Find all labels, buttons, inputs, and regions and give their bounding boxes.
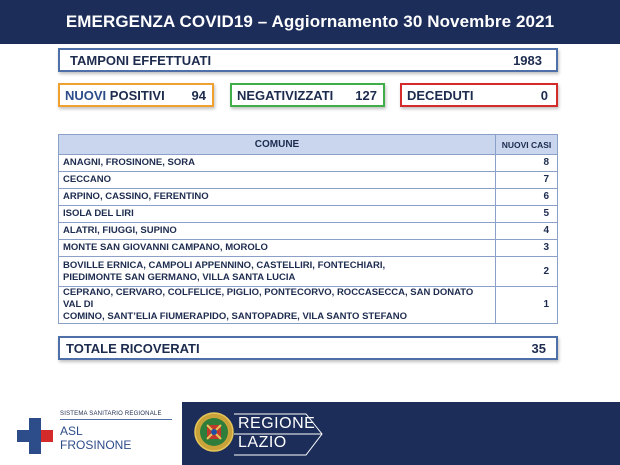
deceduti-value: 0 <box>540 87 548 103</box>
ricoverati-value: 35 <box>531 340 546 356</box>
positivi-value: 94 <box>191 87 206 103</box>
cases-table <box>58 134 558 324</box>
table-row <box>59 240 558 257</box>
cases-cell: 3 <box>496 240 558 257</box>
table-row <box>59 189 558 206</box>
comune-cell: ISOLA DEL LIRI <box>59 206 496 223</box>
medical-cross-icon <box>17 418 53 454</box>
regione-lazio-emblem-icon <box>194 412 234 452</box>
asl-frosinone-label: FROSINONE <box>60 438 132 452</box>
ricoverati-label: TOTALE RICOVERATI <box>66 340 200 356</box>
cases-cell: 1 <box>496 287 558 324</box>
tamponi-value: 1983 <box>513 52 542 68</box>
comune-cell <box>59 287 496 324</box>
cases-cell: 8 <box>496 155 558 172</box>
asl-logo <box>0 402 182 465</box>
comune-line: BOVILLE ERNICA, CAMPOLI APPENNINO, CASTELLIRI, FONTECHIARI, <box>63 259 386 271</box>
cases-cell: 7 <box>496 172 558 189</box>
ricoverati-box <box>58 336 558 360</box>
cases-cell: 5 <box>496 206 558 223</box>
lazio-label: LAZIO <box>238 434 287 451</box>
tamponi-box <box>58 48 558 72</box>
positivi-label-rest: POSITIVI <box>106 87 165 103</box>
table-row <box>59 172 558 189</box>
comune-line: CEPRANO, CERVARO, COLFELICE, PIGLIO, PONTECORVO, ROCCASECCA, SAN DONATO VAL DI <box>63 287 474 310</box>
positivi-box <box>58 83 214 107</box>
comune-cell: ANAGNI, FROSINONE, SORA <box>59 155 496 172</box>
cases-header: NUOVI CASI <box>496 135 558 155</box>
table-header-row <box>59 135 558 155</box>
table-row <box>59 223 558 240</box>
regione-lazio-banner <box>182 402 620 465</box>
negativizzati-label: NEGATIVIZZATI <box>237 87 334 103</box>
comune-cell: ALATRI, FIUGGI, SUPINO <box>59 223 496 240</box>
table-row <box>59 287 558 324</box>
comune-cell: MONTE SAN GIOVANNI CAMPANO, MOROLO <box>59 240 496 257</box>
negativizzati-value: 127 <box>355 87 377 103</box>
page-header <box>0 0 620 44</box>
comune-cell: CECCANO <box>59 172 496 189</box>
cases-cell: 4 <box>496 223 558 240</box>
positivi-label-strong: NUOVI <box>65 87 107 103</box>
regione-label: REGIONE <box>238 415 316 432</box>
table-row <box>59 206 558 223</box>
comune-cell <box>59 257 496 287</box>
ssr-label: SISTEMA SANITARIO REGIONALE <box>60 411 162 417</box>
asl-label: ASL <box>60 424 83 438</box>
table-row <box>59 257 558 287</box>
divider <box>60 419 172 420</box>
comune-header: COMUNE <box>59 135 496 155</box>
comune-line: COMINO, SANT’ELIA FIUMERAPIDO, SANTOPADRE, VILA SANTO STEFANO <box>63 311 407 322</box>
negativizzati-box <box>230 83 385 107</box>
deceduti-label: DECEDUTI <box>407 87 474 103</box>
comune-line: PIEDIMONTE SAN GERMANO, VILLA SANTA LUCIA <box>63 271 296 283</box>
page-title: EMERGENZA COVID19 – Aggiornamento 30 Novembre 2021 <box>65 12 555 31</box>
positivi-label <box>65 88 165 103</box>
deceduti-box <box>400 83 558 107</box>
tamponi-label: TAMPONI EFFETTUATI <box>70 52 212 68</box>
cases-cell: 2 <box>496 257 558 287</box>
cases-cell: 6 <box>496 189 558 206</box>
comune-cell: ARPINO, CASSINO, FERENTINO <box>59 189 496 206</box>
table-row <box>59 155 558 172</box>
